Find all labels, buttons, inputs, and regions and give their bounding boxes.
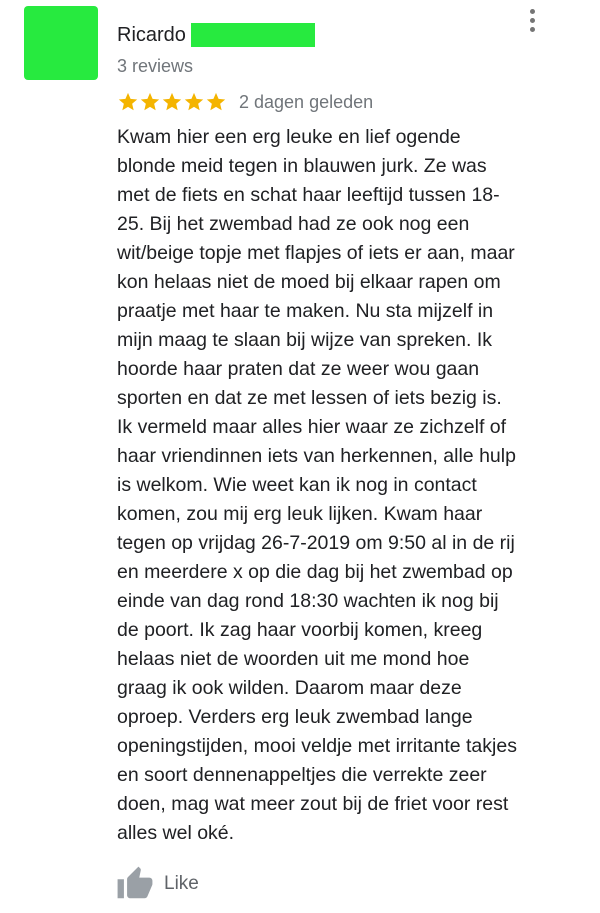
review-text: Kwam hier een erg leuke en lief ogende blonde meid tegen in blauwen jurk. Ze was met de fiets en schat haar leeftijd tussen 18- 25. Bij het zwembad had ze ook nog een wit/beige topje met flapjes of iets er aan, maar kon helaas niet de moed bij elkaar rapen om praatje met haar te maken. Nu sta mijzelf in mijn maag te slaan bij wijze van spreken. Ik hoorde haar praten dat ze weer wou gaan sporten en dat ze met lessen of iets bezig is. Ik vermeld maar alles hier waar ze zichzelf of haar vriendinnen iets van herkennen, alle hulp is welkom. Wie weet kan ik nog in contact komen, zou mij erg leuk lijken. Kwam haar tegen op vrijdag 26-7-2019 om 9:50 al in de rij en meerdere x op die dag bij het zwembad op einde van dag rond 18:30 wachten ik nog bij de poort. Ik zag haar voorbij komen, kreeg helaas niet de woorden uit me mond hoe graag ik ook wilden. Daarom maar deze oproep. Verders erg leuk zwembad lange openingstijden, mooi veldje met irritante takjes en soort dennenappeltjes die verrekte zeer doen, mag wat meer zout bij de friet voor rest alles wel oké. [117, 126, 517, 844]
review-date: 2 dagen geleden [239, 91, 374, 112]
reviews-count[interactable]: 3 reviews [117, 56, 194, 76]
thumbs-up-icon [116, 865, 154, 903]
star-icon [117, 91, 139, 113]
star-icon [139, 91, 161, 113]
name-redaction [191, 23, 315, 47]
avatar[interactable] [24, 6, 98, 80]
star-icon [183, 91, 205, 113]
more-vert-icon [530, 9, 535, 32]
star-icon [205, 91, 227, 113]
more-options-button[interactable] [520, 6, 544, 34]
star-rating [117, 91, 227, 113]
star-icon [161, 91, 183, 113]
like-button[interactable] [116, 865, 199, 903]
like-label: Like [164, 873, 199, 894]
rating-row [117, 89, 373, 115]
reviewer-name[interactable]: Ricardo [117, 24, 186, 46]
